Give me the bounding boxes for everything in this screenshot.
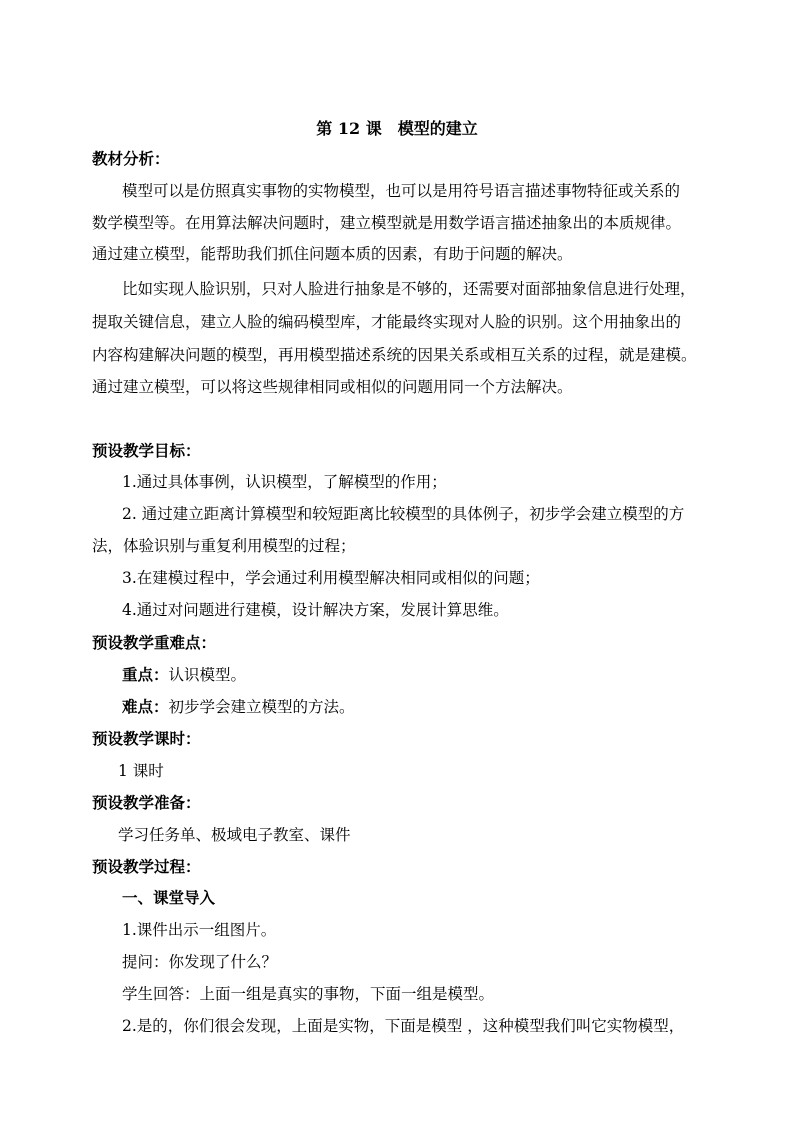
process-line-1: 1.课件出示一组图片。 — [122, 921, 277, 939]
analysis-p1-line2: 数学模型等。在用算法解决问题时，建立模型就是用数学语言描述抽象出的本质规律。 — [92, 214, 682, 232]
key-label: 重点： — [122, 665, 169, 684]
prep-value: 学习任务单、极域电子教室、课件 — [118, 826, 351, 844]
analysis-p2-line2: 提取关键信息，建立人脸的编码模型库，才能最终实现对人脸的识别。这个用抽象出的 — [92, 313, 682, 331]
prep-heading: 预设教学准备： — [92, 793, 201, 812]
goals-heading: 预设教学目标： — [92, 441, 201, 460]
process-section-1: 一、课堂导入 — [122, 888, 216, 907]
hard-text: 初步学会建立模型的方法。 — [168, 698, 355, 716]
goal-item-3: 3.在建模过程中，学会通过利用模型解决相同或相似的问题； — [122, 569, 540, 587]
key-text: 认识模型。 — [168, 666, 247, 684]
process-line-3: 学生回答：上面一组是真实的事物，下面一组是模型。 — [122, 985, 495, 1003]
lesson-number: 第 12 课 — [316, 119, 382, 138]
goal-item-1: 1.通过具体事例，认识模型，了解模型的作用； — [122, 473, 447, 491]
goal-item-2-cont: 法，体验识别与重复利用模型的过程； — [92, 537, 356, 555]
lesson-name: 模型的建立 — [397, 119, 478, 138]
hours-value: 1 课时 — [118, 762, 164, 780]
analysis-p1-line3: 通过建立模型，能帮助我们抓住问题本质的因素，有助于问题的解决。 — [92, 245, 573, 263]
key-point — [122, 664, 246, 686]
lesson-title — [0, 118, 794, 140]
analysis-p2-line1: 比如实现人脸识别，只对人脸进行抽象是不够的，还需要对面部抽象信息进行处理， — [122, 280, 696, 298]
goal-item-4: 4.通过对问题进行建模，设计解决方案，发展计算思维。 — [122, 601, 509, 619]
process-line-4: 2.是的，你们很会发现，上面是实物，下面是模型 ，这种模型我们叫它实物模型， — [122, 1017, 685, 1035]
process-line-2: 提问：你发现了什么？ — [122, 953, 278, 971]
process-heading: 预设教学过程： — [92, 857, 201, 876]
hours-heading: 预设教学课时： — [92, 729, 201, 748]
analysis-heading: 教材分析： — [92, 149, 170, 168]
analysis-p2-line3: 内容构建解决问题的模型，再用模型描述系统的因果关系或相互关系的过程，就是建模。 — [92, 346, 697, 364]
hard-label: 难点： — [122, 697, 169, 716]
keypoints-heading: 预设教学重难点： — [92, 633, 217, 652]
analysis-p1-line1: 模型可以是仿照真实事物的实物模型，也可以是用符号语言描述事物特征或关系的 — [122, 182, 681, 200]
analysis-p2-line4: 通过建立模型，可以将这些规律相同或相似的问题用同一个方法解决。 — [92, 378, 573, 396]
goal-item-2: 2. 通过建立距离计算模型和较短距离比较模型的具体例子，初步学会建立模型的方 — [122, 505, 685, 523]
hard-point — [122, 696, 355, 718]
